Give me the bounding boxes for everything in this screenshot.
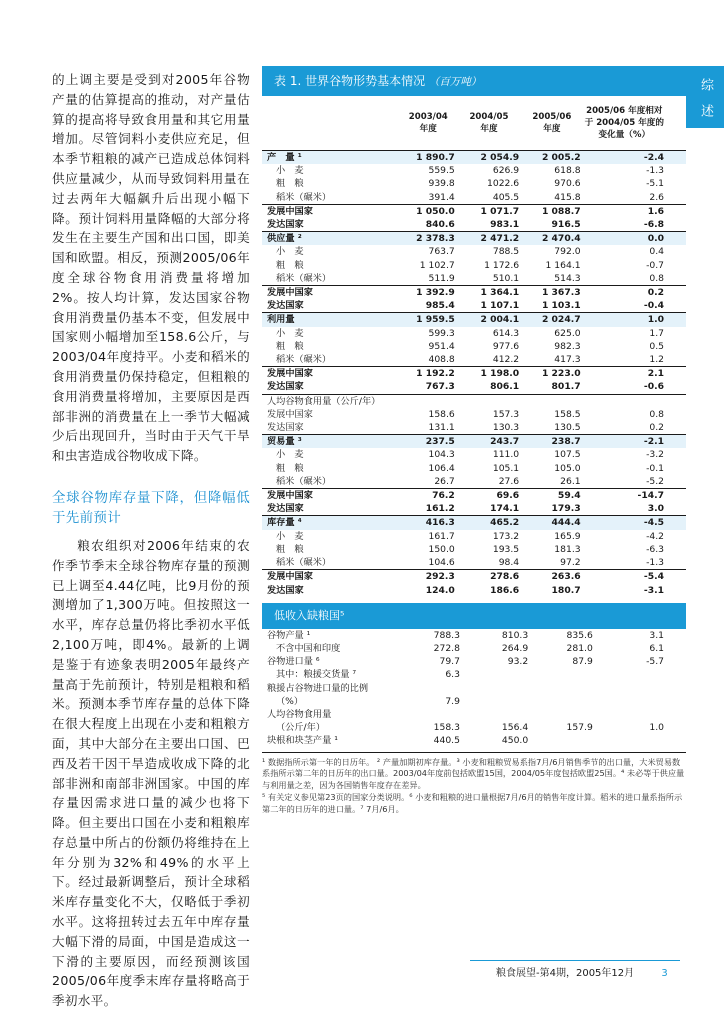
table-cell: -5.1 bbox=[646, 178, 664, 190]
table-cell: 788.5 bbox=[492, 246, 520, 258]
row-label: 发展中国家 bbox=[262, 367, 400, 381]
column-header: 2005/06 年度 bbox=[521, 96, 582, 151]
table-cell: 618.8 bbox=[554, 165, 581, 177]
row-label: 发展中国家 bbox=[262, 204, 400, 218]
table-cell: 179.3 bbox=[551, 503, 581, 515]
table-row bbox=[262, 340, 686, 353]
table-cell: 1 088.7 bbox=[521, 204, 582, 218]
row-label: 小 麦 bbox=[276, 530, 304, 542]
row-label: 粗 粮 bbox=[276, 178, 304, 190]
table-cell: 970.6 bbox=[554, 178, 581, 190]
table-row bbox=[262, 462, 686, 475]
table-cell: 801.7 bbox=[551, 381, 581, 393]
publication-name: 粮食展望-第4期，2005年12月 bbox=[496, 968, 635, 979]
table-cell: 1 392.9 bbox=[400, 286, 457, 300]
row-label: 粮援占谷物进口量的比例 bbox=[267, 682, 369, 694]
table-cell: 0.4 bbox=[649, 246, 664, 258]
table-cell: 97.2 bbox=[560, 557, 581, 569]
table-cell: 806.1 bbox=[490, 381, 520, 393]
row-label: 小 麦 bbox=[276, 165, 304, 177]
table-row bbox=[262, 313, 686, 327]
lifdc-title: 低收入缺粮国⁵ bbox=[274, 608, 345, 622]
table-cell: 514.3 bbox=[554, 272, 581, 284]
table-cell: 26.7 bbox=[434, 475, 455, 487]
table-cell: -2.1 bbox=[583, 435, 686, 449]
table-cell: 1 071.7 bbox=[457, 204, 521, 218]
table-cell: -2.4 bbox=[583, 151, 686, 165]
table-cell: -0.7 bbox=[646, 259, 664, 271]
table-cell: 625.0 bbox=[554, 327, 581, 339]
table-cell: 788.3 bbox=[433, 629, 460, 641]
row-label: 发达国家 bbox=[267, 300, 304, 312]
column-header: 2003/04 年度 bbox=[400, 96, 457, 151]
table-cell: 76.2 bbox=[400, 489, 457, 503]
table-cell: 1 103.1 bbox=[541, 300, 581, 312]
table-cell: 1.0 bbox=[583, 313, 686, 327]
table-cell: -5.7 bbox=[646, 656, 664, 668]
table-cell bbox=[595, 708, 686, 721]
table-cell: 916.5 bbox=[551, 219, 581, 231]
table-cell: 111.0 bbox=[492, 449, 520, 461]
table-cell: 983.1 bbox=[490, 219, 520, 231]
table-cell: -0.6 bbox=[643, 381, 664, 393]
table-footnotes bbox=[262, 752, 686, 816]
table-row bbox=[262, 708, 686, 721]
table-cell bbox=[583, 394, 686, 408]
table-cell: 391.4 bbox=[428, 191, 455, 203]
table-row bbox=[262, 502, 686, 516]
table-cell: 158.5 bbox=[554, 408, 581, 420]
row-label: 小 麦 bbox=[276, 449, 304, 461]
table-title-bar bbox=[262, 66, 686, 96]
table-cell bbox=[400, 394, 457, 408]
column-header-row bbox=[262, 96, 686, 151]
table-cell: 599.3 bbox=[428, 327, 455, 339]
table-row bbox=[262, 151, 686, 165]
row-label: 稻米（碾米） bbox=[276, 475, 332, 487]
table-cell: 2 471.2 bbox=[457, 232, 521, 246]
table-cell: 977.6 bbox=[492, 340, 520, 352]
table-cell: 87.9 bbox=[572, 656, 593, 668]
table-cell: 131.1 bbox=[428, 422, 455, 434]
world-cereal-table bbox=[262, 66, 686, 816]
table-cell: 272.8 bbox=[433, 642, 460, 654]
table-cell: 417.3 bbox=[554, 354, 581, 366]
row-label: 块根和块茎产量 ¹ bbox=[267, 735, 338, 747]
table-cell: 59.4 bbox=[521, 489, 582, 503]
table-cell: 0.0 bbox=[583, 232, 686, 246]
table-cell: 104.6 bbox=[428, 557, 455, 569]
table-row bbox=[262, 245, 686, 258]
row-label: 发展中国家 bbox=[267, 408, 313, 420]
table-cell: 1 890.7 bbox=[400, 151, 457, 165]
row-label: 粗 粮 bbox=[276, 340, 304, 352]
page-footer bbox=[496, 964, 668, 979]
table-row bbox=[262, 584, 686, 597]
row-label: 发展中国家 bbox=[262, 286, 400, 300]
table-cell: 1.6 bbox=[583, 204, 686, 218]
table-cell: 614.3 bbox=[492, 327, 520, 339]
table-row bbox=[262, 435, 686, 449]
row-label: 粗 粮 bbox=[276, 543, 304, 555]
table-cell bbox=[403, 682, 462, 695]
row-label: 稻米（碾米） bbox=[276, 272, 332, 284]
table-cell: 1 164.1 bbox=[545, 259, 581, 271]
row-label: 发达国家 bbox=[267, 503, 304, 515]
row-label: 人均谷物食用量（公斤/年） bbox=[262, 394, 400, 408]
table-row bbox=[262, 327, 686, 340]
table-cell: 0.8 bbox=[649, 408, 664, 420]
table-cell: 156.4 bbox=[501, 722, 529, 734]
row-label: 发达国家 bbox=[267, 584, 304, 596]
table-cell: 2 005.2 bbox=[521, 151, 582, 165]
table-cell: -14.7 bbox=[583, 489, 686, 503]
main-data-table bbox=[262, 96, 686, 597]
table-cell: 124.0 bbox=[425, 584, 455, 596]
footnote: ⁵ 有关定义参见第23页的国家分类说明。⁶ 小麦和粗粮的进口量根据7月/6月的销售年度计算。稻米的进口量系指所示第二年的日历年的进口量。⁷ 7月/6月。 bbox=[262, 791, 683, 814]
table-cell: 157.3 bbox=[492, 408, 520, 420]
table-row bbox=[262, 218, 686, 232]
row-label: （公斤/年） bbox=[276, 722, 326, 734]
table-cell: 810.3 bbox=[501, 629, 529, 641]
table-cell: 165.9 bbox=[554, 530, 581, 542]
table-cell: 2 004.1 bbox=[457, 313, 521, 327]
table-cell: 130.5 bbox=[554, 422, 581, 434]
table-cell: 278.6 bbox=[457, 570, 521, 584]
table-row bbox=[262, 408, 686, 421]
table-cell: 174.1 bbox=[490, 503, 520, 515]
table-cell bbox=[530, 682, 595, 695]
table-cell: 2 470.4 bbox=[521, 232, 582, 246]
table-row bbox=[262, 543, 686, 556]
table-cell: 1 367.3 bbox=[521, 286, 582, 300]
table-row bbox=[262, 299, 686, 313]
table-cell: 281.0 bbox=[566, 642, 593, 654]
row-label: 粗 粮 bbox=[276, 259, 304, 271]
article-body bbox=[52, 70, 250, 1011]
table-cell: 450.0 bbox=[501, 735, 529, 747]
table-cell: 1 107.1 bbox=[480, 300, 520, 312]
table-cell bbox=[403, 708, 462, 721]
row-label: 发展中国家 bbox=[262, 570, 400, 584]
table-cell: 444.4 bbox=[521, 516, 582, 530]
table-cell: 1.0 bbox=[649, 722, 664, 734]
table-cell: 243.7 bbox=[457, 435, 521, 449]
table-cell: 98.4 bbox=[498, 557, 520, 569]
table-cell: 27.6 bbox=[498, 475, 520, 487]
row-label: 稻米（碾米） bbox=[276, 191, 332, 203]
section-tab: 综 述 bbox=[686, 66, 724, 128]
table-cell bbox=[595, 695, 686, 708]
table-cell: 1 364.1 bbox=[457, 286, 521, 300]
row-label: 其中：粮援交货量 ⁷ bbox=[276, 669, 357, 681]
table-row bbox=[262, 489, 686, 503]
table-row bbox=[262, 695, 686, 708]
table-cell: 79.7 bbox=[439, 656, 460, 668]
row-label: 谷物产量 ¹ bbox=[267, 629, 311, 641]
table-row bbox=[262, 191, 686, 205]
column-header: 2004/05 年度 bbox=[457, 96, 521, 151]
table-row bbox=[262, 682, 686, 695]
table-cell: 105.0 bbox=[554, 462, 581, 474]
table-row bbox=[262, 286, 686, 300]
table-unit: （百万吨） bbox=[428, 76, 482, 88]
table-cell bbox=[530, 695, 595, 708]
table-cell bbox=[521, 394, 582, 408]
table-cell: -5.4 bbox=[583, 570, 686, 584]
table-row bbox=[262, 232, 686, 246]
table-cell bbox=[462, 708, 530, 721]
table-cell: -5.2 bbox=[646, 475, 664, 487]
table-cell: 158.3 bbox=[433, 722, 460, 734]
paragraph: 粮农组织对2006年结束的农作季节季末全球谷物库存量的预测已上调至4.44亿吨，比9月份的预测增加了1,300万吨。但按照这一水平，库存总量仍将比季初水平低2,100万吨，即4%。最新的上调是鉴于有迹象表明2005年最终产量高于先前预计，特别是粗粮和稻米。预测本季节库存量的总体下降在很大程度上出现在小麦和粗粮方面，其中大部分在主要出口国、巴西及若干因干旱造成收成下降的北部非洲和南部非洲国家。中国的库存量因需求进口量的减少也将下降。但主要出口国在小麦和粗粮库存总量中所占的份额仍将维持在上年分别为32%和49%的水平上下。经过最新调整后，预计全球稻米库存量变化不大，仅略低于季初水平。这将扭转过去五年中库存量大幅下滑的局面，中国是造成这一下滑的主要原因，而经预测该国2005/06年度季末库存量将略高于季初水平。 bbox=[52, 537, 250, 1009]
table-row bbox=[262, 734, 686, 747]
table-cell bbox=[462, 682, 530, 695]
column-header-blank bbox=[262, 96, 400, 151]
table-cell bbox=[462, 668, 530, 681]
table-cell: -4.5 bbox=[583, 516, 686, 530]
table-cell: 263.6 bbox=[521, 570, 582, 584]
table-row bbox=[262, 177, 686, 190]
table-cell: 412.2 bbox=[492, 354, 520, 366]
row-label: 发展中国家 bbox=[262, 489, 400, 503]
table-cell: 465.2 bbox=[457, 516, 521, 530]
table-cell: 835.6 bbox=[566, 629, 593, 641]
page-number: 3 bbox=[661, 968, 668, 979]
row-label: 产 量 ¹ bbox=[262, 151, 400, 165]
table-row bbox=[262, 164, 686, 177]
row-label: 发达国家 bbox=[267, 219, 304, 231]
table-row bbox=[262, 655, 686, 668]
table-cell: 1 050.0 bbox=[400, 204, 457, 218]
table-cell: 0.8 bbox=[649, 272, 664, 284]
row-label: 不含中国和印度 bbox=[276, 642, 341, 654]
row-label: 贸易量 ³ bbox=[262, 435, 400, 449]
table-cell: 951.4 bbox=[428, 340, 455, 352]
table-cell: -3.2 bbox=[646, 449, 664, 461]
table-cell: 104.3 bbox=[428, 449, 455, 461]
table-cell: 161.7 bbox=[428, 530, 455, 542]
table-row bbox=[262, 629, 686, 642]
table-cell: -0.1 bbox=[646, 462, 664, 474]
table-cell: 1 192.2 bbox=[400, 367, 457, 381]
table-row bbox=[262, 448, 686, 461]
table-cell: 93.2 bbox=[507, 656, 529, 668]
table-cell: -1.3 bbox=[646, 165, 664, 177]
footnote: ¹ 数据指所示第一年的日历年。 ² 产量加期初库存量。³ 小麦和粗粮贸易系指7月/6月销售季节的出口量，大米贸易数系指所示第二年的日历年的出口量。2003/04年度前包括欧盟15国，2004/05年度包括欧盟25国。⁴ 未必等于供应量与利用量之差，因为各国销售年度存在差异。 bbox=[262, 756, 685, 791]
table-cell: 1.2 bbox=[649, 354, 664, 366]
table-row bbox=[262, 394, 686, 408]
table-cell: -6.3 bbox=[646, 543, 664, 555]
table-cell bbox=[530, 734, 595, 747]
row-label: 粗 粮 bbox=[276, 462, 304, 474]
table-cell: 105.1 bbox=[492, 462, 520, 474]
table-cell: 982.3 bbox=[554, 340, 581, 352]
table-title: 表 1. 世界谷物形势基本情况 bbox=[274, 74, 426, 88]
table-cell bbox=[462, 695, 530, 708]
table-cell: 2 378.3 bbox=[400, 232, 457, 246]
table-cell bbox=[595, 668, 686, 681]
table-cell: 6.1 bbox=[649, 642, 664, 654]
row-label: 库存量 ⁴ bbox=[262, 516, 400, 530]
table-row bbox=[262, 642, 686, 655]
lifdc-title-bar bbox=[262, 603, 686, 629]
row-label: 小 麦 bbox=[276, 327, 304, 339]
table-cell: 130.3 bbox=[492, 422, 520, 434]
table-cell: 416.3 bbox=[400, 516, 457, 530]
table-cell: 237.5 bbox=[400, 435, 457, 449]
table-cell: 626.9 bbox=[492, 165, 520, 177]
table-cell: 107.5 bbox=[554, 449, 581, 461]
table-cell: 1022.6 bbox=[487, 178, 520, 190]
row-label: 小 麦 bbox=[276, 246, 304, 258]
table-cell: 1 223.0 bbox=[521, 367, 582, 381]
table-cell: 792.0 bbox=[554, 246, 581, 258]
table-cell: 173.2 bbox=[492, 530, 520, 542]
table-cell: -4.2 bbox=[646, 530, 664, 542]
table-cell: 763.7 bbox=[428, 246, 455, 258]
row-label: 发达国家 bbox=[267, 422, 304, 434]
row-label: 利用量 bbox=[262, 313, 400, 327]
table-cell: 0.2 bbox=[649, 422, 664, 434]
table-cell bbox=[530, 668, 595, 681]
table-row bbox=[262, 556, 686, 570]
table-cell: 1 198.0 bbox=[457, 367, 521, 381]
table-cell: 69.6 bbox=[457, 489, 521, 503]
table-cell: 767.3 bbox=[425, 381, 455, 393]
table-cell bbox=[530, 708, 595, 721]
table-cell: 150.0 bbox=[428, 543, 455, 555]
row-label: （%） bbox=[276, 695, 304, 707]
table-cell: 2.1 bbox=[583, 367, 686, 381]
table-cell: 186.6 bbox=[490, 584, 520, 596]
row-label: 稻米（碾米） bbox=[276, 557, 332, 569]
table-cell: 161.2 bbox=[425, 503, 455, 515]
table-cell: -0.4 bbox=[643, 300, 664, 312]
table-row bbox=[262, 516, 686, 530]
table-row bbox=[262, 570, 686, 584]
row-label: 发达国家 bbox=[267, 381, 304, 393]
row-label: 人均谷物食用量 bbox=[267, 708, 332, 720]
table-cell: 158.6 bbox=[428, 408, 455, 420]
table-row bbox=[262, 530, 686, 543]
table-cell: 1 959.5 bbox=[400, 313, 457, 327]
paragraph: 的上调主要是受到对2005年谷物产量的估算提高的推动，对产量估算的提高将导致食用量和其它用量增加。尽管饲料小麦供应充足，但本季节粗粮的减产已造成总体饲料供应量减少，从而导致饲料用量在过去两年大幅飙升后出现小幅下降。预计饲料用量降幅的大部分将发生在主要生产国和出口国，即美国和欧盟。相反，预测2005/06年度全球谷物食用消费量将增加2%。按人均计算，发达国家谷物食用消费量仍基本不变，但发展中国家则小幅增加至158.6公斤，与2003/04年度持平。小麦和稻米的食用消费量仍保持稳定，但粗粮的食用消费量将增加，主要原因是西部非洲的消费量在上一季节大幅减少后出现回升，当时由于天气干旱和虫害造成谷物收成下降。 bbox=[52, 72, 250, 464]
row-label: 稻米（碾米） bbox=[276, 354, 332, 366]
table-cell: 6.3 bbox=[445, 669, 460, 681]
table-cell: 0.5 bbox=[649, 340, 664, 352]
row-label: 供应量 ² bbox=[262, 232, 400, 246]
table-cell: 26.1 bbox=[560, 475, 581, 487]
table-cell: 559.5 bbox=[428, 165, 455, 177]
table-cell: 440.5 bbox=[433, 735, 460, 747]
table-cell: 238.7 bbox=[521, 435, 582, 449]
table-cell: 180.7 bbox=[551, 584, 581, 596]
table-cell: 985.4 bbox=[425, 300, 455, 312]
table-cell: 181.3 bbox=[554, 543, 581, 555]
table-cell bbox=[457, 394, 521, 408]
table-cell: 939.8 bbox=[428, 178, 455, 190]
table-cell: 415.8 bbox=[554, 191, 581, 203]
table-cell: 2 024.7 bbox=[521, 313, 582, 327]
table-cell: 1 102.7 bbox=[419, 259, 455, 271]
table-row bbox=[262, 272, 686, 286]
table-row bbox=[262, 204, 686, 218]
table-row bbox=[262, 475, 686, 489]
table-cell: 511.9 bbox=[428, 272, 455, 284]
table-row bbox=[262, 380, 686, 394]
table-cell: 193.5 bbox=[492, 543, 520, 555]
table-cell: 3.0 bbox=[647, 503, 664, 515]
section-heading: 全球谷物库存量下降，但降幅低于先前预计 bbox=[52, 489, 250, 526]
table-cell: 0.2 bbox=[583, 286, 686, 300]
table-cell: 840.6 bbox=[425, 219, 455, 231]
table-cell bbox=[595, 682, 686, 695]
table-cell: 1 172.6 bbox=[484, 259, 520, 271]
table-cell: 2.6 bbox=[649, 191, 664, 203]
table-row bbox=[262, 353, 686, 367]
table-cell: 510.1 bbox=[492, 272, 520, 284]
table-cell bbox=[595, 734, 686, 747]
table-row bbox=[262, 668, 686, 681]
table-cell: -3.1 bbox=[643, 584, 664, 596]
table-cell: 7.9 bbox=[445, 695, 460, 707]
table-cell: 264.9 bbox=[501, 642, 529, 654]
footer-rule bbox=[470, 960, 680, 961]
table-cell: 106.4 bbox=[428, 462, 455, 474]
table-cell: 3.1 bbox=[649, 629, 664, 641]
table-cell: 405.5 bbox=[492, 191, 520, 203]
table-row bbox=[262, 721, 686, 734]
table-cell: -1.3 bbox=[646, 557, 664, 569]
table-cell: 408.8 bbox=[428, 354, 455, 366]
row-label: 谷物进口量 ⁶ bbox=[267, 656, 320, 668]
column-header: 2005/06 年度相对 于 2004/05 年度的 变化量（%） bbox=[583, 96, 686, 151]
lifdc-data-table bbox=[262, 629, 686, 748]
table-row bbox=[262, 367, 686, 381]
table-row bbox=[262, 421, 686, 435]
table-cell: 157.9 bbox=[566, 722, 593, 734]
table-cell: 292.3 bbox=[400, 570, 457, 584]
table-row bbox=[262, 259, 686, 272]
table-cell: -6.8 bbox=[643, 219, 664, 231]
table-cell: 1.7 bbox=[649, 327, 664, 339]
table-cell: 2 054.9 bbox=[457, 151, 521, 165]
